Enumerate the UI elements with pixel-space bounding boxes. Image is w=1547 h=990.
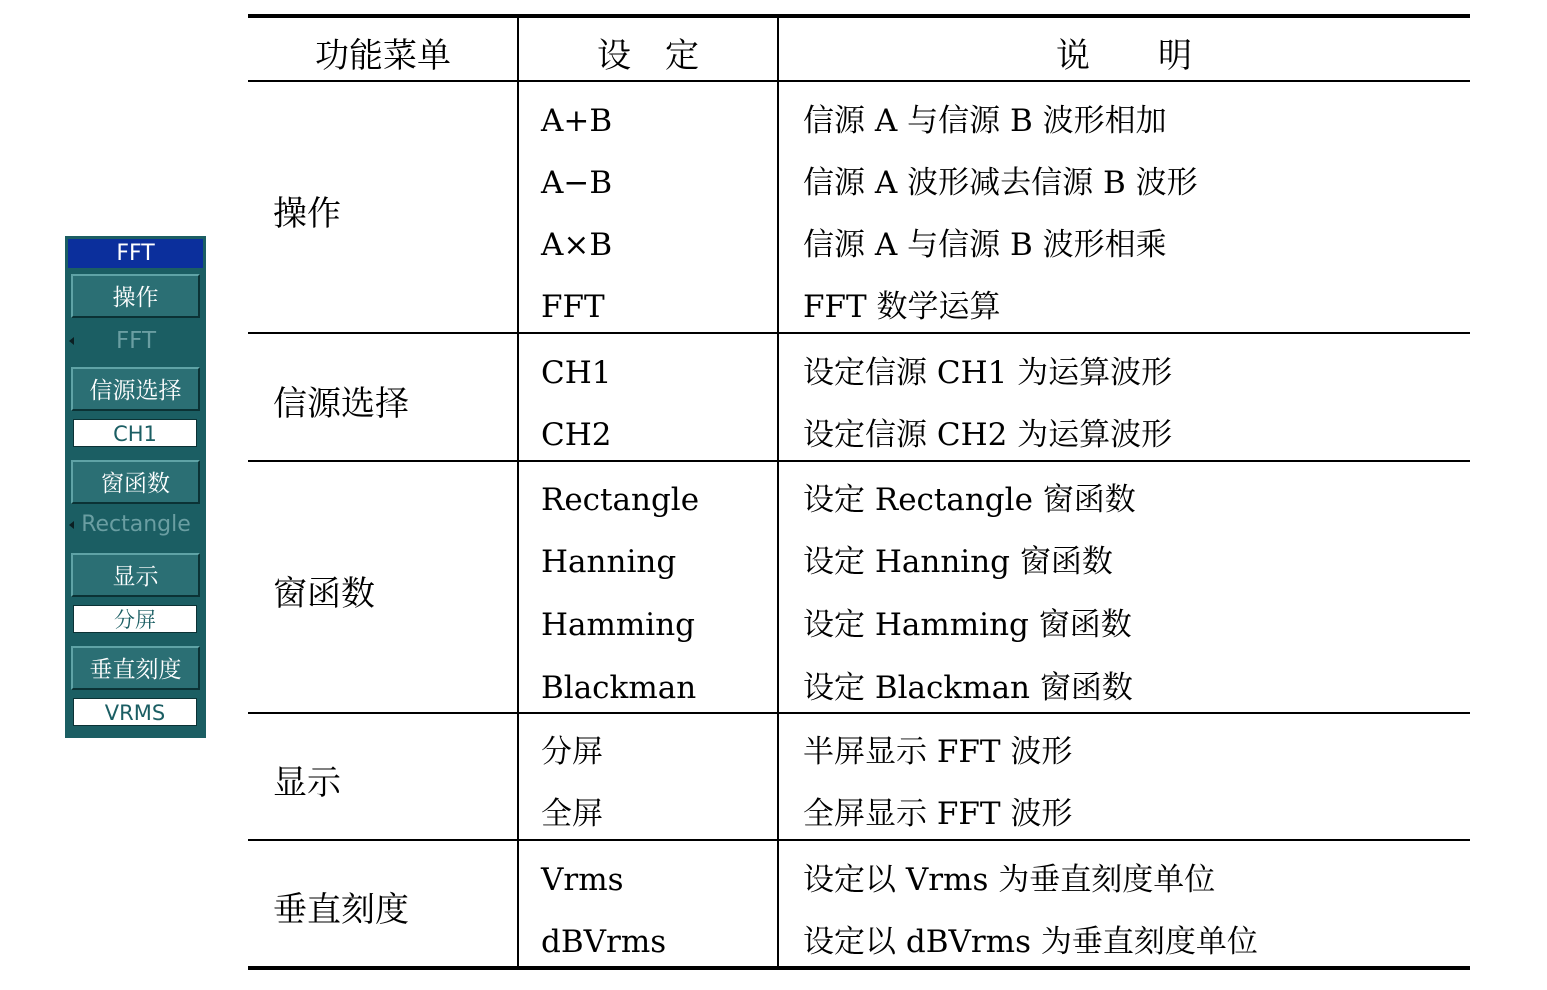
header-setting: 设 定 bbox=[597, 36, 699, 76]
setting-cell: Hanning bbox=[541, 544, 677, 580]
menu-value-source: CH1 bbox=[73, 419, 197, 447]
setting-cell: Blackman bbox=[541, 670, 697, 706]
description-cell: 设定 Hamming 窗函数 bbox=[803, 607, 1132, 643]
setting-cell: CH2 bbox=[541, 417, 612, 453]
setting-cell: Rectangle bbox=[541, 482, 700, 518]
setting-cell: A×B bbox=[541, 227, 613, 263]
description-cell: 设定 Blackman 窗函数 bbox=[803, 670, 1133, 706]
fft-softkey-menu bbox=[65, 236, 206, 738]
group-divider bbox=[248, 460, 1470, 462]
column-divider bbox=[777, 16, 779, 970]
function-source-select: 信源选择 bbox=[273, 384, 409, 424]
menu-button-source[interactable]: 信源选择 bbox=[71, 367, 200, 411]
description-cell: 半屏显示 FFT 波形 bbox=[803, 734, 1073, 770]
setting-cell: FFT bbox=[541, 289, 605, 325]
description-cell: 信源 A 波形减去信源 B 波形 bbox=[803, 165, 1198, 201]
setting-cell: dBVrms bbox=[541, 924, 667, 960]
menu-button-window[interactable]: 窗函数 bbox=[71, 460, 200, 504]
column-divider bbox=[517, 16, 519, 970]
description-cell: 设定以 Vrms 为垂直刻度单位 bbox=[803, 862, 1216, 898]
menu-title: FFT bbox=[68, 239, 203, 268]
function-operation: 操作 bbox=[273, 194, 341, 234]
description-cell: 设定 Hanning 窗函数 bbox=[803, 544, 1113, 580]
menu-value-operation: FFT bbox=[115, 328, 157, 354]
menu-button-display[interactable]: 显示 bbox=[71, 553, 200, 597]
setting-cell: 分屏 bbox=[541, 734, 603, 770]
setting-cell: Hamming bbox=[541, 607, 696, 643]
menu-value-vertical-scale: VRMS bbox=[73, 698, 197, 726]
description-cell: 信源 A 与信源 B 波形相加 bbox=[803, 103, 1167, 139]
header-description: 说 明 bbox=[1056, 36, 1192, 76]
setting-cell: A−B bbox=[541, 165, 613, 201]
table-top-rule bbox=[248, 14, 1470, 18]
setting-cell: Vrms bbox=[541, 862, 624, 898]
menu-button-operation[interactable]: 操作 bbox=[71, 274, 200, 318]
description-cell: FFT 数学运算 bbox=[803, 289, 1001, 325]
fft-function-table bbox=[248, 14, 1470, 970]
setting-cell: CH1 bbox=[541, 355, 612, 391]
description-cell: 设定以 dBVrms 为垂直刻度单位 bbox=[803, 924, 1258, 960]
description-cell: 设定信源 CH2 为运算波形 bbox=[803, 417, 1173, 453]
function-vertical-scale: 垂直刻度 bbox=[273, 890, 409, 930]
description-cell: 信源 A 与信源 B 波形相乘 bbox=[803, 227, 1167, 263]
header-rule bbox=[248, 80, 1470, 82]
setting-cell: 全屏 bbox=[541, 796, 603, 832]
description-cell: 设定信源 CH1 为运算波形 bbox=[803, 355, 1173, 391]
group-divider bbox=[248, 712, 1470, 714]
menu-button-vertical-scale[interactable]: 垂直刻度 bbox=[71, 646, 200, 690]
setting-cell: A+B bbox=[541, 103, 613, 139]
group-divider bbox=[248, 839, 1470, 841]
header-function-menu: 功能菜单 bbox=[315, 36, 451, 76]
function-window: 窗函数 bbox=[273, 574, 375, 614]
table-bottom-rule bbox=[248, 966, 1470, 970]
menu-value-window: Rectangle bbox=[81, 512, 191, 537]
group-divider bbox=[248, 332, 1470, 334]
description-cell: 全屏显示 FFT 波形 bbox=[803, 796, 1073, 832]
description-cell: 设定 Rectangle 窗函数 bbox=[803, 482, 1136, 518]
menu-value-display: 分屏 bbox=[73, 605, 197, 633]
function-display: 显示 bbox=[273, 763, 341, 803]
